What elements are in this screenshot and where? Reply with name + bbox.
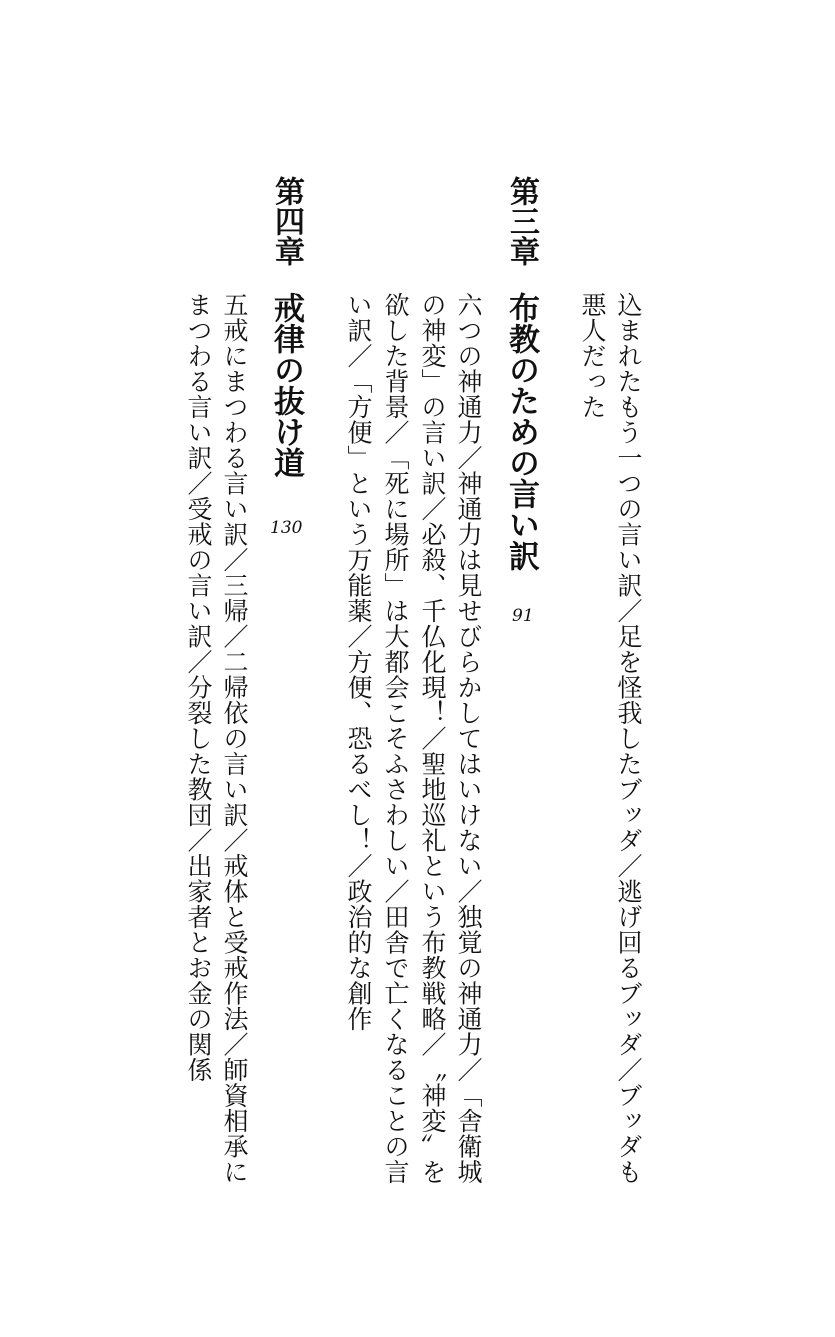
chapter-3-line-3: 欲した背景／「死に場所」は大都会こそふさわしい／田舎で亡くなることの言	[381, 292, 410, 1185]
chapter-3-line-4: い訳／「方便」という万能薬／方便、恐るべし！／政治的な創作	[344, 292, 373, 1032]
chapter-4-line-1: 五戒にまつわる言い訳／三帰／二帰依の言い訳／戒体と受戒作法／師資相承に	[220, 292, 249, 1185]
chapter-4-title: 戒律の抜け道	[268, 292, 304, 478]
chapter-4-line-2: まつわる言い訳／受戒の言い訳／分裂した教団／出家者とお金の関係	[184, 292, 213, 1083]
chapter-3-title: 布教のための言い訳	[503, 292, 539, 571]
chapter-3-line-2: の神変」の言い訳／必殺、千仏化現！／聖地巡礼という布教戦略／〝神変〟を	[418, 292, 447, 1185]
chapter-4-page-number: 130	[270, 518, 303, 538]
chapter-3-line-1: 六つの神通力／神通力は見せびらかしてはいけない／独覚の神通力／「舎衛城	[454, 292, 483, 1185]
toc-continuation-line-2: 悪人だった	[578, 292, 607, 420]
toc-continuation-line-1: 込まれたもう一つの言い訳／足を怪我したブッダ／逃げ回るブッダ／ブッダも	[614, 292, 643, 1185]
chapter-3-label: 第三章	[504, 176, 539, 266]
chapter-3-page-number: 91	[512, 606, 534, 626]
chapter-4-label: 第四章	[269, 176, 304, 266]
